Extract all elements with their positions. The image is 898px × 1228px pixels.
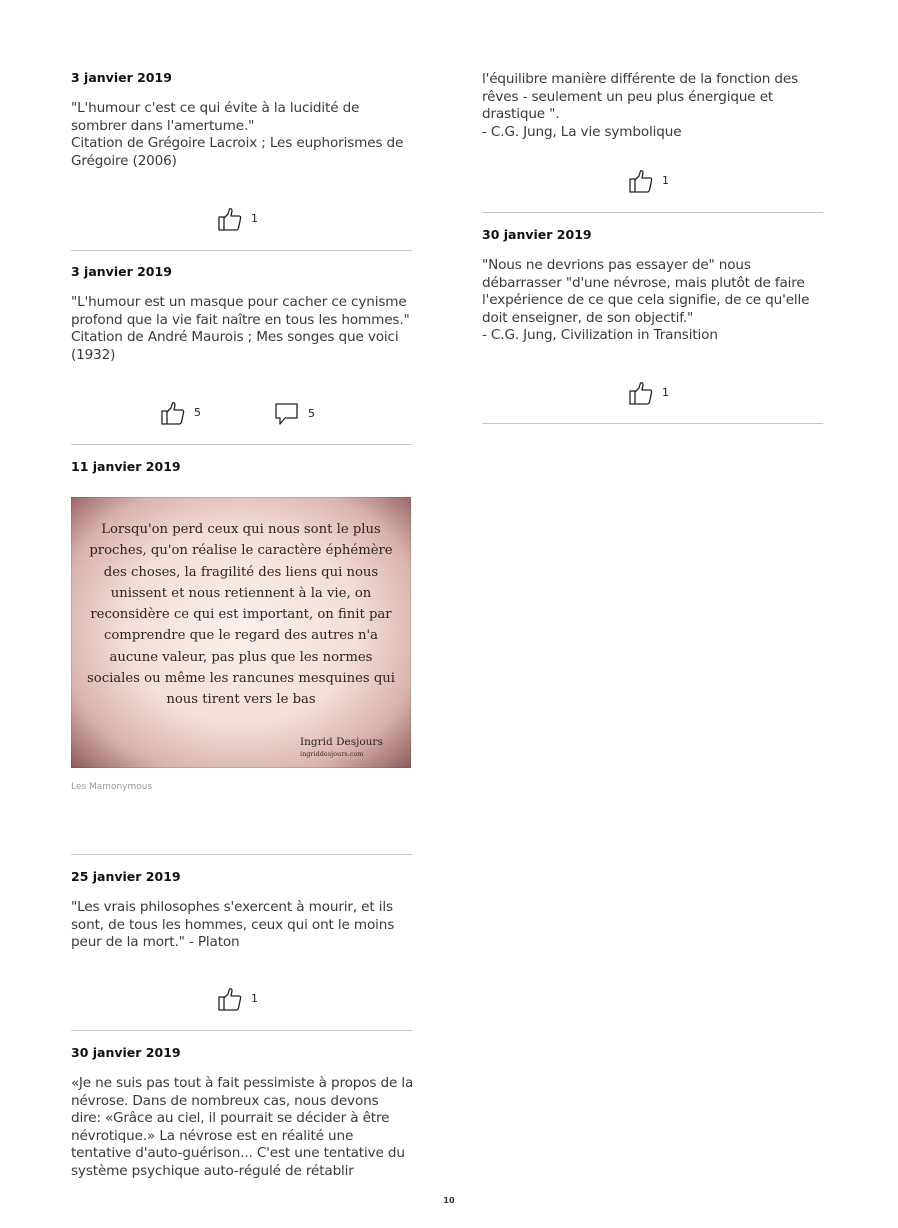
post-text [482, 257, 827, 345]
quote-line: aucune valeur, pas plus que les normes [109, 649, 373, 665]
text-line: "Les vrais philosophes s'exercent à mourir, et ils [71, 899, 393, 915]
text-line: - C.G. Jung, Civilization in Transition [482, 327, 718, 343]
quote-line: proches, qu'on réalise le caractère éphémère [89, 543, 393, 559]
post-text [71, 899, 416, 952]
image-signature: Ingrid Desjours [300, 736, 383, 748]
like-button[interactable] [628, 168, 669, 194]
post-date: 3 janvier 2019 [71, 264, 172, 279]
post-date: 3 janvier 2019 [71, 70, 172, 85]
text-line: (1932) [71, 346, 116, 363]
comment-count: 5 [308, 407, 315, 420]
divider [71, 250, 412, 251]
divider [482, 212, 823, 213]
post-text [482, 71, 827, 141]
like-count: 1 [662, 386, 669, 399]
text-line: "Nous ne devrions pas essayer de" nous [482, 257, 751, 273]
post-date: 11 janvier 2019 [71, 459, 181, 474]
image-quote-text [71, 519, 411, 711]
speech-bubble-icon [274, 401, 300, 427]
text-line: profond que la vie fait naître en tous les hommes." [71, 311, 410, 328]
thumbs-up-icon [217, 206, 243, 232]
text-line: sont, de tous les hommes, ceux qui ont le moins [71, 916, 395, 933]
quote-line: Lorsqu'on perd ceux qui nous sont le plus [101, 522, 381, 537]
like-count: 1 [251, 992, 258, 1005]
text-line: "L'humour c'est ce qui évite à la lucidité de [71, 100, 360, 116]
page-number: 10 [443, 1196, 455, 1205]
text-line: drastique ". [482, 106, 560, 122]
thumbs-up-icon [628, 168, 654, 194]
text-line: système psychique auto-régulé de rétablir [71, 1162, 354, 1179]
quote-line: comprendre que le regard des autres n'a [103, 628, 379, 644]
post-date: 30 janvier 2019 [482, 227, 592, 242]
text-line: Citation de André Maurois ; Mes songes que voici [71, 329, 399, 345]
post-text [71, 1075, 416, 1180]
post-date: 30 janvier 2019 [71, 1045, 181, 1060]
post-text [71, 100, 416, 170]
thumbs-up-icon [628, 380, 654, 406]
quote-image [71, 497, 411, 768]
quote-line: nous tirent vers le bas [166, 692, 316, 708]
post-date: 25 janvier 2019 [71, 869, 181, 884]
thumbs-up-icon [160, 400, 186, 426]
text-line: débarrasser "d'une névrose, mais plutôt de faire [482, 274, 805, 291]
like-count: 5 [194, 406, 201, 419]
comment-button[interactable] [274, 401, 315, 427]
text-line: Grégoire (2006) [71, 152, 177, 169]
divider [71, 444, 412, 445]
text-line: l'expérience de ce que cela signifie, de ce qu'elle [482, 292, 810, 308]
post-text [71, 294, 416, 364]
text-line: sombrer dans l'amertume." [71, 117, 255, 134]
text-line: tentative d'auto-guérison... C'est une tentative du [71, 1145, 405, 1161]
like-button[interactable] [217, 206, 258, 232]
thumbs-up-icon [217, 986, 243, 1012]
text-line: névrose. Dans de nombreux cas, nous devons [71, 1092, 379, 1109]
like-button[interactable] [160, 400, 201, 426]
text-line: dire: «Grâce au ciel, il pourrait se décider à être [71, 1110, 390, 1126]
text-line: l'équilibre manière différente de la fonction des [482, 71, 798, 87]
text-line: doit enseigner, de son objectif." [482, 309, 694, 326]
text-line: Citation de Grégoire Lacroix ; Les euphorismes de [71, 135, 404, 151]
text-line: «Je ne suis pas tout à fait pessimiste à propos de la [71, 1075, 414, 1091]
divider [482, 423, 823, 424]
quote-line: sociales ou même les rancunes mesquines qui [86, 671, 395, 687]
quote-line: unissent et nous retiennent à la vie, on [110, 585, 372, 601]
image-caption: Les Mamonymous [71, 782, 153, 792]
like-count: 1 [662, 174, 669, 187]
text-line: peur de la mort." - Platon [71, 934, 240, 950]
like-button[interactable] [217, 986, 258, 1012]
like-count: 1 [251, 212, 258, 225]
text-line: névrotique.» La névrose est en réalité une [71, 1127, 354, 1144]
text-line: "L'humour est un masque pour cacher ce cynisme [71, 294, 407, 310]
divider [71, 854, 412, 855]
text-line: rêves - seulement un peu plus énergique et [482, 88, 774, 105]
quote-line: des choses, la fragilité des liens qui nous [103, 564, 379, 580]
quote-line: reconsidère ce qui est important, on finit par [90, 607, 392, 623]
divider [71, 1030, 412, 1031]
like-button[interactable] [628, 380, 669, 406]
text-line: - C.G. Jung, La vie symbolique [482, 123, 682, 140]
image-site: ingriddesjours.com [300, 750, 364, 758]
